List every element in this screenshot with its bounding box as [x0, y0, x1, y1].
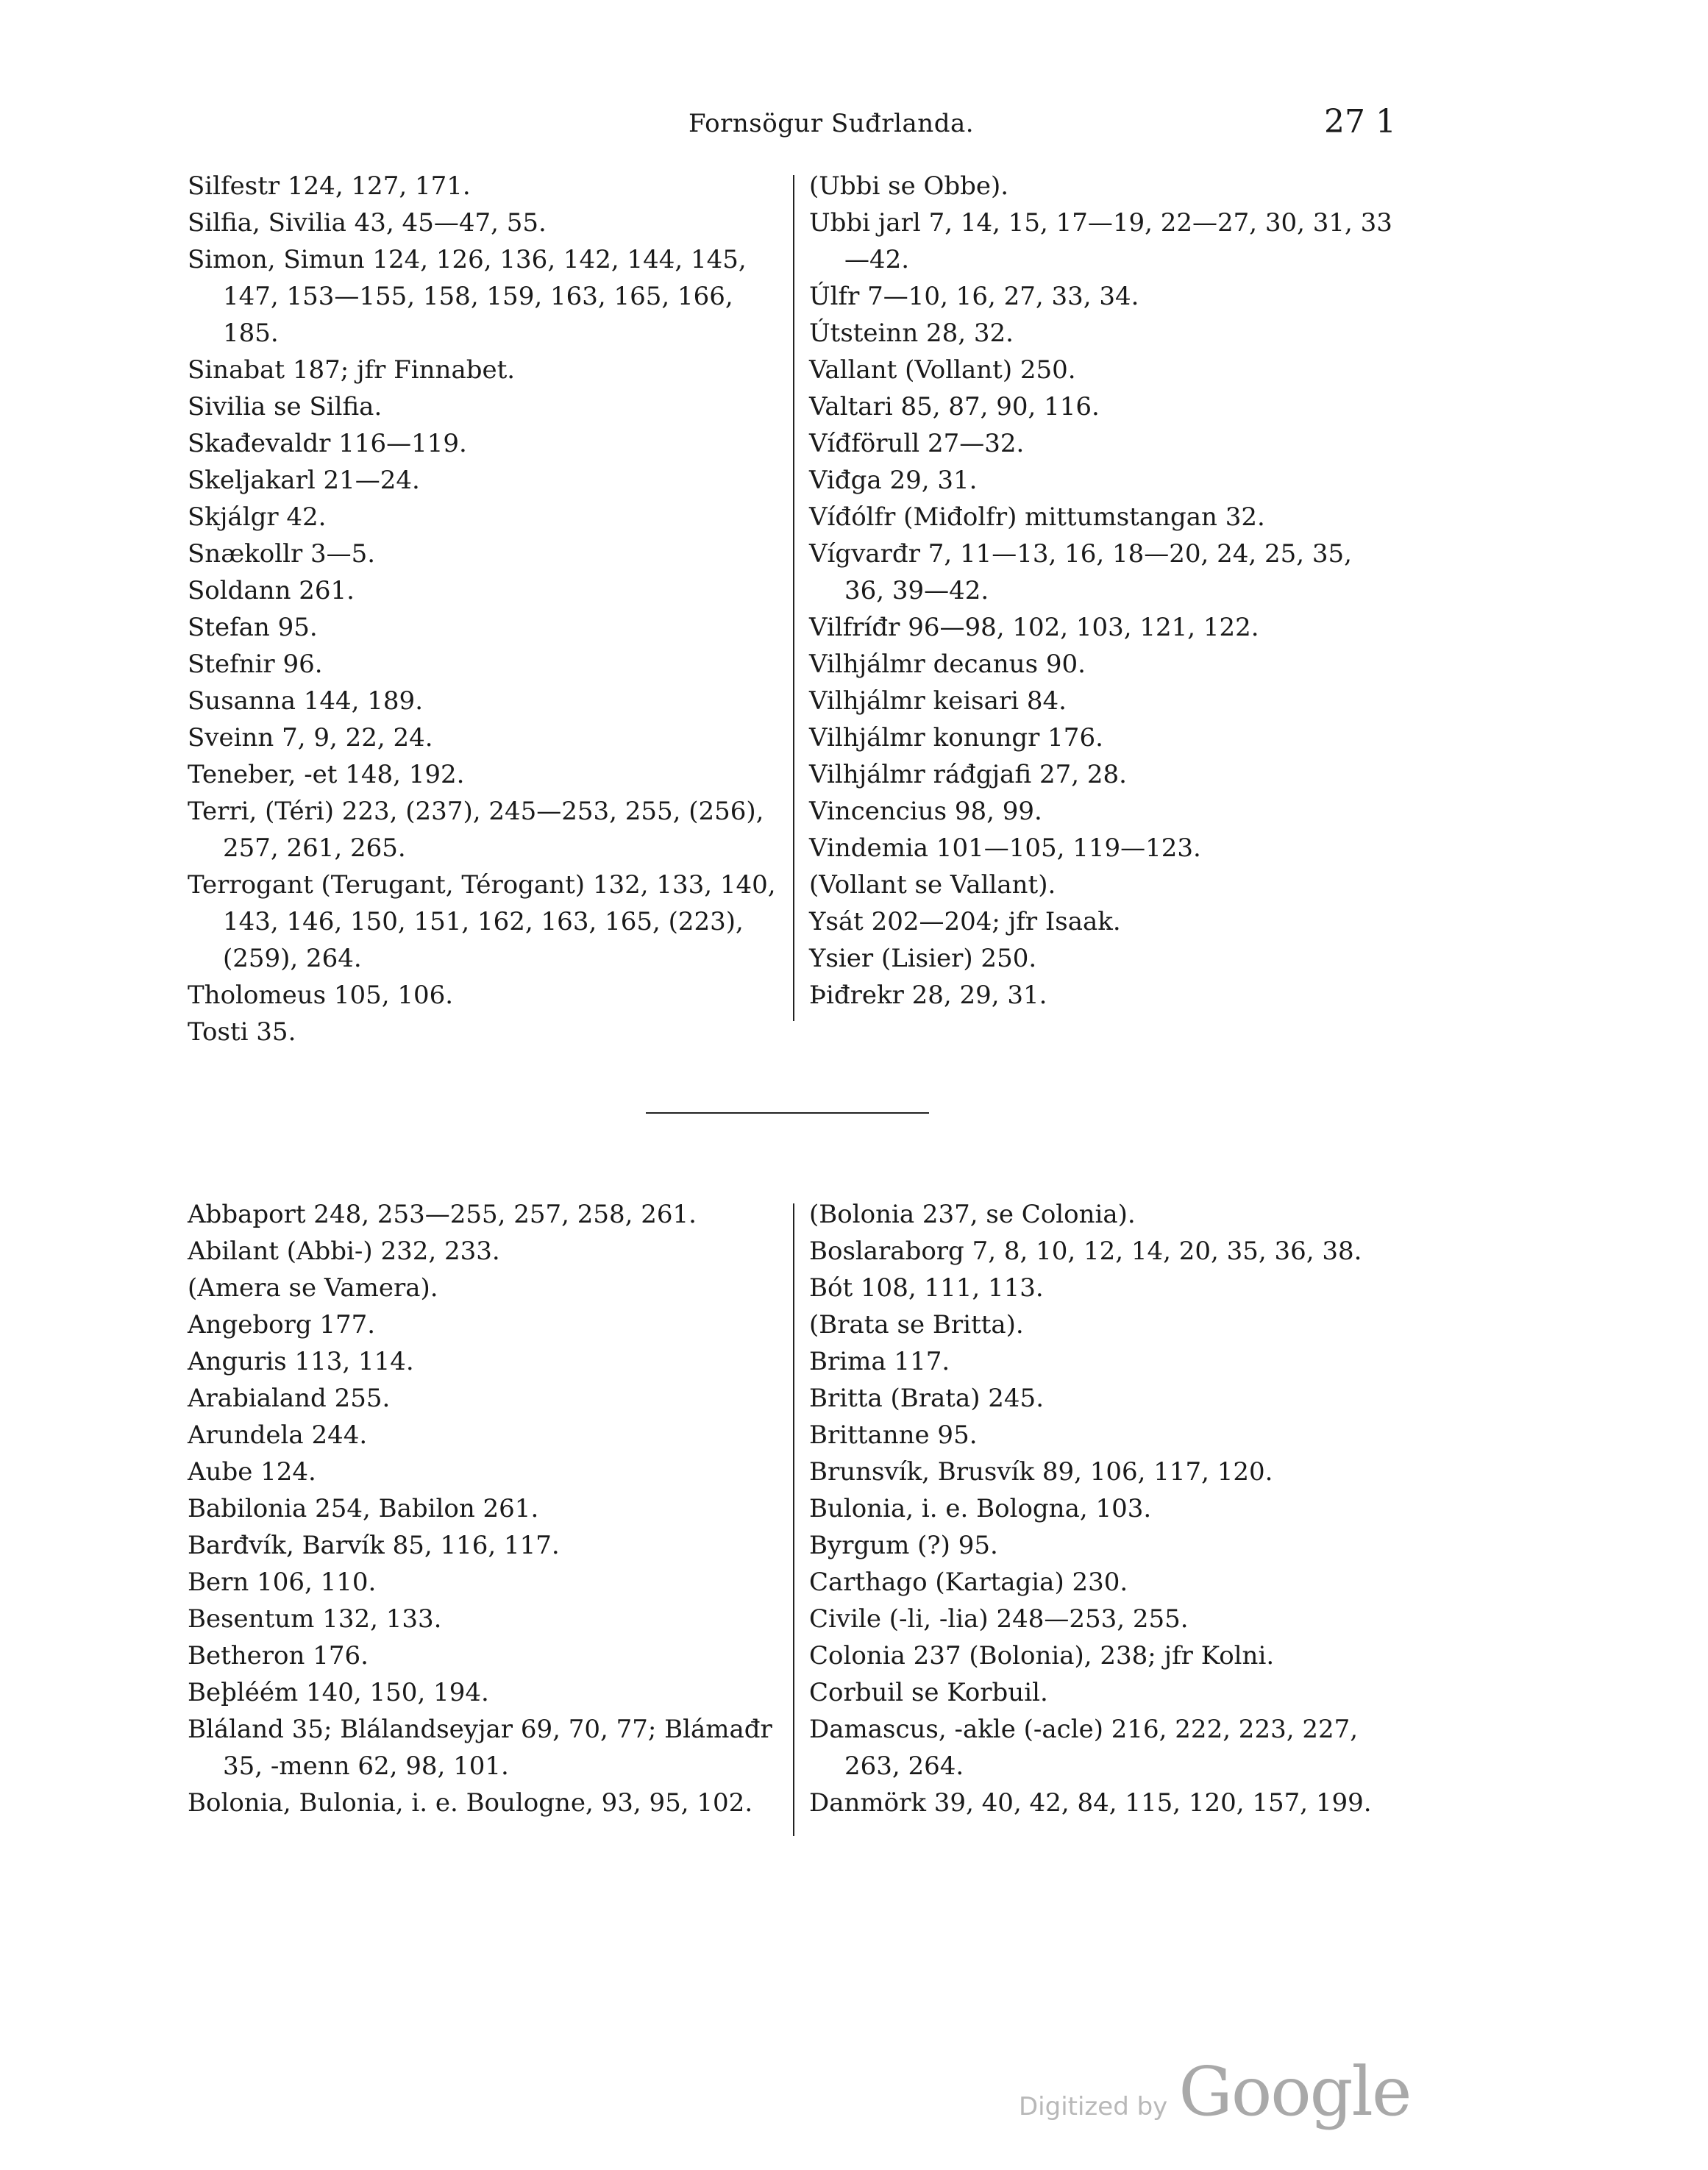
- index-entry: Barđvík, Barvík 85, 116, 117.: [188, 1531, 560, 1560]
- index-entry: Terri, (Téri) 223, (237), 245—253, 255, (256), 257, 261, 265.: [188, 797, 764, 863]
- digitized-by-watermark: [1019, 2052, 1410, 2131]
- index-entry: Corbuil se Korbuil.: [809, 1678, 1048, 1707]
- google-logo: Google: [1178, 2052, 1411, 2131]
- index-entry: Terrogant (Terugant, Térogant) 132, 133, 140, 143, 146, 150, 151, 162, 163, 165, (223), (259), 264.: [188, 870, 776, 973]
- index-column-left: [188, 168, 776, 1050]
- index-entry: Vincencius 98, 99.: [809, 797, 1042, 826]
- index-entry: Brittanne 95.: [809, 1420, 978, 1450]
- index-entry: Viđga 29, 31.: [809, 466, 978, 495]
- index-entry: Bern 106, 110.: [188, 1568, 377, 1597]
- index-entry: Arabialand 255.: [188, 1384, 391, 1413]
- index-entry: Vilfríđr 96—98, 102, 103, 121, 122.: [809, 613, 1259, 642]
- index-entry: Úlfr 7—10, 16, 27, 33, 34.: [809, 282, 1139, 311]
- index-entry: Damascus, -akle (-acle) 216, 222, 223, 227, 263, 264.: [809, 1715, 1359, 1781]
- index-entry: Besentum 132, 133.: [188, 1604, 442, 1634]
- index-entry: Tosti 35.: [188, 1017, 296, 1047]
- index-entry: Brima 117.: [809, 1347, 950, 1376]
- index-entry: Ysier (Lisier) 250.: [809, 944, 1037, 973]
- index-entry: Babilonia 254, Babilon 261.: [188, 1494, 539, 1523]
- index-section-2: [0, 1196, 1708, 1858]
- index-entry: Simon, Simun 124, 126, 136, 142, 144, 145, 147, 153—155, 158, 159, 163, 165, 166, 185.: [188, 245, 747, 348]
- index-entry: Bolonia, Bulonia, i. e. Boulogne, 93, 95, 102.: [188, 1788, 753, 1818]
- running-title: Fornsögur Suđrlanda.: [688, 109, 975, 138]
- index-entry: Sinabat 187; jfr Finnabet.: [188, 355, 516, 385]
- index-entry: Ysát 202—204; jfr Isaak.: [809, 907, 1121, 936]
- index-entry: Abilant (Abbi-) 232, 233.: [188, 1237, 500, 1266]
- page-number: 27 1: [1324, 103, 1396, 140]
- index-entry: Soldann 261.: [188, 576, 355, 605]
- index-entry: Britta (Brata) 245.: [809, 1384, 1044, 1413]
- index-entry: Vilhjálmr konungr 176.: [809, 723, 1103, 753]
- index-entry: Colonia 237 (Bolonia), 238; jfr Kolni.: [809, 1641, 1275, 1671]
- index-entry: Danmörk 39, 40, 42, 84, 115, 120, 157, 199.: [809, 1788, 1372, 1818]
- section-divider: [646, 1112, 929, 1114]
- index-entry: (Amera se Vamera).: [188, 1273, 438, 1303]
- index-entry: Betheron 176.: [188, 1641, 369, 1671]
- index-entry: Sivilia se Silfia.: [188, 392, 382, 421]
- index-column-right: [809, 1196, 1398, 1821]
- index-entry: Bláland 35; Blálandseyjar 69, 70, 77; Blámađr 35, -menn 62, 98, 101.: [188, 1715, 772, 1781]
- index-entry: Teneber, -et 148, 192.: [188, 760, 465, 789]
- index-entry: Carthago (Kartagia) 230.: [809, 1568, 1128, 1597]
- index-column-left: [188, 1196, 776, 1821]
- index-entry: Skeljakarl 21—24.: [188, 466, 420, 495]
- index-entry: Boslaraborg 7, 8, 10, 12, 14, 20, 35, 36, 38.: [809, 1237, 1362, 1266]
- index-column-right: [809, 168, 1398, 1014]
- index-entry: Stefan 95.: [188, 613, 318, 642]
- index-entry: Skađevaldr 116—119.: [188, 429, 467, 458]
- index-entry: Abbaport 248, 253—255, 257, 258, 261.: [188, 1200, 697, 1229]
- index-section-1: [0, 168, 1708, 1047]
- index-entry: Beþléém 140, 150, 194.: [188, 1678, 489, 1707]
- index-entry: (Vollant se Vallant).: [809, 870, 1056, 900]
- index-entry: Vilhjálmr keisari 84.: [809, 686, 1067, 716]
- index-entry: Anguris 113, 114.: [188, 1347, 414, 1376]
- index-entry: Þiđrekr 28, 29, 31.: [809, 981, 1047, 1010]
- index-entry: Aube 124.: [188, 1457, 316, 1487]
- index-entry: Skjálgr 42.: [188, 502, 327, 532]
- index-entry: Stefnir 96.: [188, 650, 323, 679]
- index-entry: Sveinn 7, 9, 22, 24.: [188, 723, 433, 753]
- index-entry: Snækollr 3—5.: [188, 539, 376, 569]
- index-entry: Vindemia 101—105, 119—123.: [809, 833, 1201, 863]
- index-entry: Byrgum (?) 95.: [809, 1531, 998, 1560]
- index-entry: Vallant (Vollant) 250.: [809, 355, 1076, 385]
- index-entry: Víđólfr (Miđolfr) mittumstangan 32.: [809, 502, 1265, 532]
- index-entry: Susanna 144, 189.: [188, 686, 423, 716]
- index-entry: Arundela 244.: [188, 1420, 368, 1450]
- index-entry: Angeborg 177.: [188, 1310, 376, 1340]
- index-entry: Vilhjálmr decanus 90.: [809, 650, 1086, 679]
- index-entry: Silfia, Sivilia 43, 45—47, 55.: [188, 208, 547, 238]
- index-entry: Víđförull 27—32.: [809, 429, 1025, 458]
- column-divider: [793, 1203, 794, 1836]
- index-entry: Bót 108, 111, 113.: [809, 1273, 1044, 1303]
- index-entry: Valtari 85, 87, 90, 116.: [809, 392, 1100, 421]
- index-entry: (Brata se Britta).: [809, 1310, 1024, 1340]
- column-divider: [793, 175, 794, 1021]
- index-entry: Útsteinn 28, 32.: [809, 319, 1014, 348]
- index-entry: Silfestr 124, 127, 171.: [188, 171, 471, 201]
- digitized-by-text: Digitized by: [1019, 2092, 1168, 2121]
- index-entry: Brunsvík, Brusvík 89, 106, 117, 120.: [809, 1457, 1273, 1487]
- index-entry: (Bolonia 237, se Colonia).: [809, 1200, 1136, 1229]
- index-entry: Vígvarđr 7, 11—13, 16, 18—20, 24, 25, 35, 36, 39—42.: [809, 539, 1352, 605]
- index-entry: Civile (-li, -lia) 248—253, 255.: [809, 1604, 1189, 1634]
- index-entry: (Ubbi se Obbe).: [809, 171, 1009, 201]
- index-entry: Vilhjálmr ráđgjafi 27, 28.: [809, 760, 1127, 789]
- index-entry: Bulonia, i. e. Bologna, 103.: [809, 1494, 1152, 1523]
- index-entry: Ubbi jarl 7, 14, 15, 17—19, 22—27, 30, 31, 33—42.: [809, 208, 1392, 274]
- index-entry: Tholomeus 105, 106.: [188, 981, 454, 1010]
